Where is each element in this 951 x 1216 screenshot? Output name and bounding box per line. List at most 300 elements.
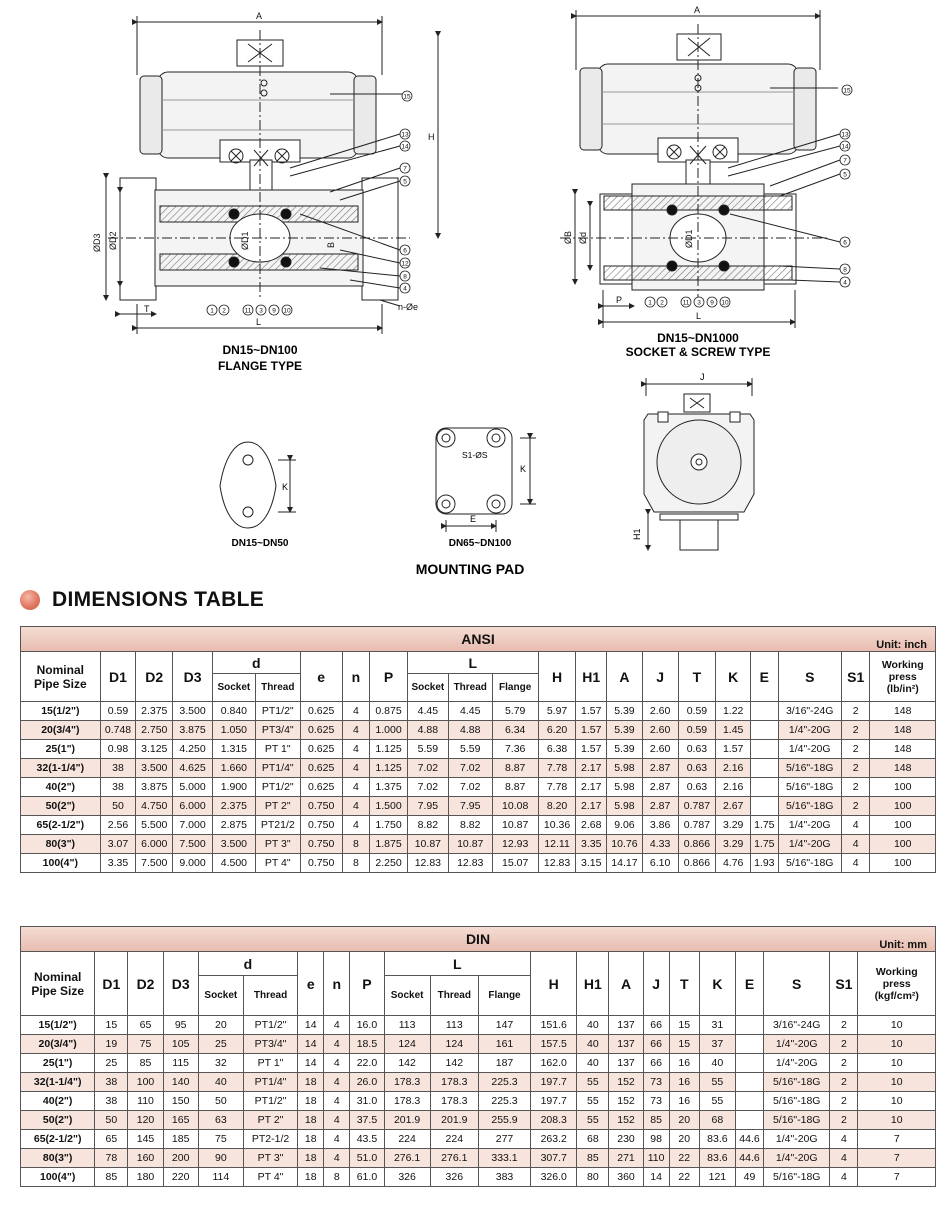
table-row [21,740,936,759]
th-J: J [643,952,669,1016]
table-cell: 4 [342,721,370,740]
table-cell: 2.68 [576,816,607,835]
table-cell: 100 [870,835,936,854]
th-A: A [609,952,643,1016]
table-cell: 10.76 [607,835,643,854]
table-cell: 78 [95,1149,128,1168]
table-cell: 8.82 [407,816,448,835]
table-cell: PT 2" [255,797,300,816]
table-cell: 2 [841,759,870,778]
din-band [20,926,936,951]
svg-text:12: 12 [401,260,409,268]
table-cell: 2 [830,1092,858,1111]
table-cell: 255.9 [478,1111,530,1130]
table-cell: 5.39 [607,721,643,740]
table-cell: 80 [577,1168,609,1187]
svg-text:13: 13 [841,131,849,139]
table-cell: 2 [841,778,870,797]
table-cell: PT1/2" [243,1092,297,1111]
table-cell: 230 [609,1130,643,1149]
table-cell: 1.315 [212,740,255,759]
table-cell: 44.6 [735,1130,763,1149]
table-row [21,1168,936,1187]
table-cell: 38 [100,759,136,778]
svg-text:15: 15 [403,93,411,101]
table-cell: 51.0 [350,1149,384,1168]
table-cell: 66 [643,1054,669,1073]
th-working-press: Working press (kgf/cm²) [858,952,936,1016]
table-cell: 14.17 [607,854,643,873]
svg-text:4: 4 [403,285,407,293]
table-cell: 5.98 [607,778,643,797]
th-P: P [350,952,384,1016]
table-cell: 2.87 [642,797,678,816]
table-row [21,854,936,873]
table-cell: 3.875 [136,778,173,797]
table-cell: 2.750 [136,721,173,740]
table-cell: 1/4"-20G [764,1054,830,1073]
table-cell: 1/4"-20G [778,816,841,835]
th-H1: H1 [576,652,607,702]
table-cell: 307.7 [531,1149,577,1168]
table-cell: 100 [870,797,936,816]
table-cell: 0.787 [678,797,716,816]
table-cell: 200 [163,1149,198,1168]
table-cell: 276.1 [430,1149,478,1168]
th-L: L [384,952,531,976]
top-view-H1: H1 [632,528,642,540]
table-cell: 4.45 [407,702,448,721]
table-cell: 55 [699,1092,735,1111]
th-L-flange: Flange [492,674,538,702]
svg-text:10: 10 [721,299,729,307]
table-cell: 157.5 [531,1035,577,1054]
table-cell: 0.840 [212,702,255,721]
svg-text:9: 9 [710,299,714,307]
table-cell: 2 [830,1054,858,1073]
table-row [21,1054,936,1073]
table-cell: 0.625 [300,778,342,797]
svg-text:2: 2 [660,299,664,307]
nominal-size-cell: 65(2-1/2") [21,816,101,835]
table-cell: 4 [841,816,870,835]
table-cell: 110 [643,1149,669,1168]
actuator-top-view [644,378,754,550]
table-row [21,1092,936,1111]
th-T: T [678,652,716,702]
table-cell: 1.57 [716,740,751,759]
table-cell: 4 [324,1054,350,1073]
table-cell: 7 [858,1130,936,1149]
table-cell [751,721,779,740]
table-cell: 4 [324,1149,350,1168]
table-cell: 18 [298,1111,324,1130]
table-cell: 22 [669,1149,699,1168]
table-row [21,1035,936,1054]
table-cell: 326 [430,1168,478,1187]
table-cell: 7 [858,1168,936,1187]
nominal-size-cell: 15(1/2") [21,702,101,721]
svg-text:6: 6 [843,239,847,247]
table-cell: 201.9 [430,1111,478,1130]
table-cell: 5/16"-18G [778,797,841,816]
table-cell: 0.59 [678,702,716,721]
table-cell: PT 2" [243,1111,297,1130]
nominal-size-cell: 50(2") [21,1111,95,1130]
table-cell: 3.35 [100,854,136,873]
table-cell: 50 [100,797,136,816]
table-cell: 8 [324,1168,350,1187]
mounting-pad-large [436,428,536,532]
table-cell: 20 [198,1016,243,1035]
table-cell: 105 [163,1035,198,1054]
table-cell: 2.17 [576,778,607,797]
table-cell: 148 [870,702,936,721]
table-cell: 85 [643,1111,669,1130]
table-cell: 12.83 [538,854,576,873]
table-cell: 25 [198,1035,243,1054]
socket-caption-type: SOCKET & SCREW TYPE [625,345,771,359]
svg-text:T: T [144,304,150,314]
table-cell: 1.57 [576,702,607,721]
table-cell: 161 [478,1035,530,1054]
table-cell: 95 [163,1016,198,1035]
th-S: S [778,652,841,702]
mounting-pad-caption: MOUNTING PAD [415,561,525,577]
table-cell: 16.0 [350,1016,384,1035]
table-cell: 2.16 [716,759,751,778]
table-cell: 6.20 [538,721,576,740]
table-cell: 5.59 [407,740,448,759]
svg-text:4: 4 [843,279,847,287]
th-L-socket: Socket [407,674,448,702]
table-cell: 1.660 [212,759,255,778]
table-cell: 148 [870,740,936,759]
table-cell: 12.83 [448,854,492,873]
table-cell: 1/4"-20G [778,740,841,759]
table-cell: 31 [699,1016,735,1035]
table-cell: 73 [643,1092,669,1111]
flange-type-drawing [106,16,438,334]
table-cell: PT1/4" [255,759,300,778]
table-cell: 4.45 [448,702,492,721]
table-cell: 7.02 [448,778,492,797]
table-cell [735,1111,763,1130]
svg-text:Ød: Ød [578,231,588,244]
table-cell: 7.95 [448,797,492,816]
svg-text:L: L [256,317,262,327]
svg-text:ØD1: ØD1 [240,231,250,250]
table-cell: 121 [699,1168,735,1187]
table-cell [751,740,779,759]
table-cell: 2.17 [576,759,607,778]
table-cell: 3.500 [212,835,255,854]
svg-text:11: 11 [682,299,690,307]
th-E: E [735,952,763,1016]
table-cell: PT 1" [243,1054,297,1073]
table-cell: 20 [669,1111,699,1130]
nominal-size-cell: 40(2") [21,778,101,797]
table-cell [751,702,779,721]
table-cell: 187 [478,1054,530,1073]
table-cell: 14 [643,1168,669,1187]
table-cell: 8.20 [538,797,576,816]
table-cell: 10 [858,1016,936,1035]
svg-text:A: A [694,5,701,15]
table-cell: 124 [430,1035,478,1054]
table-cell: 2.17 [576,797,607,816]
svg-text:B: B [326,241,336,248]
th-working-press: Working press (lb/in²) [870,652,936,702]
svg-text:9: 9 [272,307,276,315]
table-cell: 65 [128,1016,163,1035]
table-cell: 1.500 [370,797,408,816]
table-cell: 0.787 [678,816,716,835]
table-cell: 0.866 [678,835,716,854]
th-D2: D2 [136,652,173,702]
th-n: n [342,652,370,702]
svg-text:3: 3 [259,307,263,315]
th-d-thread: Thread [255,674,300,702]
table-cell: 137 [609,1035,643,1054]
th-e: e [298,952,324,1016]
table-cell: 7.02 [407,759,448,778]
table-cell: 7.02 [407,778,448,797]
table-cell: 15 [669,1016,699,1035]
table-cell: 83.6 [699,1130,735,1149]
th-L: L [407,652,538,674]
svg-text:P: P [616,295,623,305]
table-row [21,797,936,816]
table-row [21,1073,936,1092]
table-cell: 1.75 [751,835,779,854]
table-cell: 185 [163,1130,198,1149]
table-cell: 10.36 [538,816,576,835]
table-cell: 75 [128,1035,163,1054]
table-cell: 3.29 [716,816,751,835]
table-cell: 100 [128,1073,163,1092]
svg-text:ØD3: ØD3 [92,233,102,252]
table-cell: 40 [577,1016,609,1035]
table-cell: 37.5 [350,1111,384,1130]
table-cell: 225.3 [478,1073,530,1092]
th-S1: S1 [841,652,870,702]
table-cell: 90 [198,1149,243,1168]
socket-type-drawing [560,10,840,328]
table-cell: 178.3 [430,1073,478,1092]
table-cell: 1.57 [576,721,607,740]
table-cell: 7 [858,1149,936,1168]
table-cell: 10.08 [492,797,538,816]
table-row [21,835,936,854]
table-cell: 38 [95,1092,128,1111]
table-cell: PT2-1/2 [243,1130,297,1149]
table-cell: 10.87 [448,835,492,854]
nominal-size-cell: 80(3") [21,1149,95,1168]
table-cell: 142 [430,1054,478,1073]
table-cell: 10.87 [492,816,538,835]
table-cell: 4.88 [448,721,492,740]
table-cell: 4 [342,740,370,759]
table-cell: 4 [830,1168,858,1187]
table-cell: 0.625 [300,702,342,721]
table-cell: 0.866 [678,854,716,873]
th-H: H [531,952,577,1016]
flange-caption-type: FLANGE TYPE [217,359,303,373]
svg-text:1: 1 [210,307,214,315]
ansi-standard: ANSI [461,631,495,647]
table-cell: 151.6 [531,1016,577,1035]
table-cell: 12.83 [407,854,448,873]
table-cell: 1/4"-20G [764,1149,830,1168]
table-cell: PT 3" [255,835,300,854]
table-cell: 1/4"-20G [778,721,841,740]
table-cell: 1.900 [212,778,255,797]
table-cell: 55 [577,1092,609,1111]
table-cell: 1.875 [370,835,408,854]
th-nominal: Nominal Pipe Size [21,652,101,702]
table-cell: 2.60 [642,740,678,759]
table-cell: 15 [95,1016,128,1035]
table-cell: 0.750 [300,816,342,835]
nominal-size-cell: 20(3/4") [21,721,101,740]
table-cell: 85 [577,1149,609,1168]
table-row [21,702,936,721]
ansi-unit: Unit: inch [876,639,927,651]
table-cell: 6.10 [642,854,678,873]
table-cell: PT21/2 [255,816,300,835]
din-table [20,951,936,1187]
table-cell: 4 [324,1016,350,1035]
table-cell: 3.875 [173,721,213,740]
table-cell: 150 [163,1092,198,1111]
table-cell: 68 [699,1111,735,1130]
th-J: J [642,652,678,702]
table-cell: 0.59 [100,702,136,721]
table-cell: 16 [669,1054,699,1073]
table-cell: PT 4" [255,854,300,873]
din-table-body [21,1016,936,1187]
table-cell: 5/16"-18G [778,778,841,797]
table-cell: 5/16"-18G [764,1168,830,1187]
table-cell: 50 [95,1111,128,1130]
table-cell [751,778,779,797]
table-cell: 7.95 [407,797,448,816]
table-cell: 0.98 [100,740,136,759]
table-cell: 2.56 [100,816,136,835]
table-cell: 1/4"-20G [778,835,841,854]
th-d-socket: Socket [212,674,255,702]
table-cell: 162.0 [531,1054,577,1073]
table-cell: 2 [841,721,870,740]
table-cell: 5.39 [607,740,643,759]
table-cell: PT1/2" [255,778,300,797]
svg-text:15: 15 [843,87,851,95]
table-cell: 4.500 [212,854,255,873]
table-cell: 40 [198,1073,243,1092]
table-cell: 2 [841,797,870,816]
svg-text:ØD2: ØD2 [108,231,118,250]
table-cell: 4 [324,1111,350,1130]
table-cell: 5.79 [492,702,538,721]
table-cell: 7.78 [538,759,576,778]
th-L-thread: Thread [430,976,478,1016]
dimensions-table-heading [20,588,264,612]
table-cell: 2 [830,1111,858,1130]
table-cell: 49 [735,1168,763,1187]
table-cell: 148 [870,721,936,740]
table-cell: 197.7 [531,1092,577,1111]
table-cell: PT1/2" [255,702,300,721]
table-cell: 2 [841,702,870,721]
table-cell: 10 [858,1111,936,1130]
table-cell: 73 [643,1073,669,1092]
table-cell: 18 [298,1092,324,1111]
table-cell: 7.500 [136,854,173,873]
table-cell: 165 [163,1111,198,1130]
table-cell: 0.63 [678,759,716,778]
din-unit: Unit: mm [879,939,927,951]
th-K: K [716,652,751,702]
nominal-size-cell: 40(2") [21,1092,95,1111]
table-cell [751,759,779,778]
th-e: e [300,652,342,702]
table-cell: 1.93 [751,854,779,873]
nominal-size-cell: 32(1-1/4") [21,759,101,778]
th-nominal: Nominal Pipe Size [21,952,95,1016]
table-cell: 5.97 [538,702,576,721]
table-cell: 100 [870,816,936,835]
table-cell: PT1/4" [243,1073,297,1092]
table-cell: PT 1" [255,740,300,759]
table-row [21,816,936,835]
table-cell: 85 [95,1168,128,1187]
svg-text:5: 5 [403,178,407,186]
table-cell: 38 [95,1073,128,1092]
table-cell: 2 [830,1016,858,1035]
table-cell: 5.500 [136,816,173,835]
table-cell: 4.750 [136,797,173,816]
svg-text:6: 6 [403,247,407,255]
table-cell: 3/16"-24G [764,1016,830,1035]
table-cell: 7.78 [538,778,576,797]
table-row [21,778,936,797]
table-cell: 12.93 [492,835,538,854]
table-cell: 225.3 [478,1092,530,1111]
table-cell: 197.7 [531,1073,577,1092]
table-cell: 44.6 [735,1149,763,1168]
table-cell: 3.86 [642,816,678,835]
table-cell: 1.75 [751,816,779,835]
table-cell: 5.98 [607,797,643,816]
table-cell: 2.67 [716,797,751,816]
th-d-thread: Thread [243,976,297,1016]
table-cell: 113 [430,1016,478,1035]
table-cell: 6.000 [173,797,213,816]
table-cell: 43.5 [350,1130,384,1149]
table-cell: 66 [643,1016,669,1035]
table-cell: 7.000 [173,816,213,835]
svg-text:13: 13 [401,131,409,139]
table-cell: 152 [609,1073,643,1092]
svg-text:14: 14 [401,143,409,151]
table-cell: PT 3" [243,1149,297,1168]
th-H1: H1 [577,952,609,1016]
table-cell: 5.59 [448,740,492,759]
th-S: S [764,952,830,1016]
table-cell: 68 [577,1130,609,1149]
table-cell: 4.88 [407,721,448,740]
